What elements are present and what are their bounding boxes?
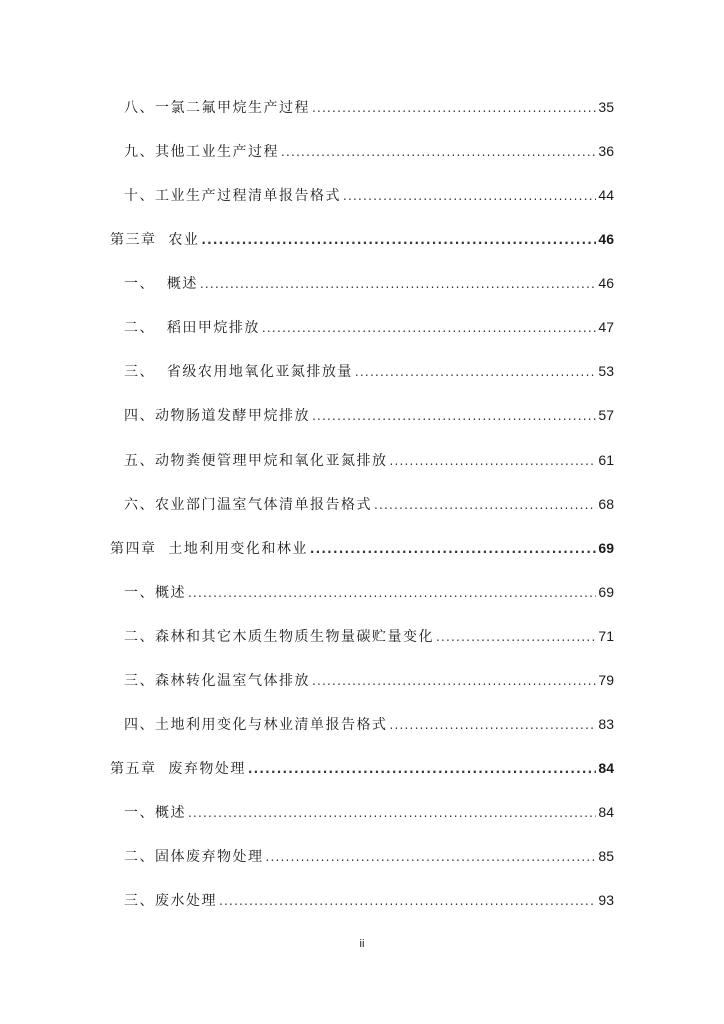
toc-entry-title: 八、一氯二氟甲烷生产过程 [124,100,310,116]
dot-leader [310,536,597,562]
toc-entry-page: 83 [598,716,614,732]
toc-chapter-page: 46 [598,231,614,247]
toc-entry-page: 69 [598,584,614,600]
toc-entry-page: 93 [598,892,614,908]
dot-leader [188,580,596,606]
toc-entry[interactable] [124,314,614,340]
toc-entry[interactable] [124,358,614,384]
toc-entry-title: 二、 稻田甲烷排放 [124,320,260,336]
toc-entry-page: 61 [598,452,614,468]
toc-chapter-page: 69 [598,540,614,556]
page-footer-number: ii [359,938,365,950]
toc-entry-title: 三、森林转化温室气体排放 [124,673,310,689]
toc-entry-page: 35 [598,99,614,115]
dot-leader [201,227,596,253]
toc-entry-title: 十、工业生产过程清单报告格式 [124,188,341,204]
toc-entry[interactable] [124,138,614,164]
toc-entry[interactable] [124,799,614,825]
toc-entry-title: 三、废水处理 [124,893,217,909]
toc-entry[interactable] [124,447,614,473]
toc-entry-page: 84 [598,804,614,820]
toc-entry[interactable] [124,623,614,649]
dot-leader [312,95,596,121]
toc-entry-page: 44 [598,187,614,203]
toc-entry-title: 一、概述 [124,585,186,601]
toc-entry-page: 79 [598,672,614,688]
toc-entry-title: 二、固体废弃物处理 [124,849,264,865]
toc-entry[interactable] [124,94,614,120]
toc-chapter-page: 84 [598,760,614,776]
toc-entry-title: 一、概述 [124,805,186,821]
toc-entry-title: 四、土地利用变化与林业清单报告格式 [124,717,388,733]
toc-entry[interactable] [124,667,614,693]
toc-entry-title: 六、农业部门温室气体清单报告格式 [124,497,372,513]
toc-entry[interactable] [124,711,614,737]
toc-chapter-entry[interactable] [110,755,614,781]
toc-chapter-entry[interactable] [110,535,614,561]
dot-leader [390,712,597,738]
dot-leader [262,315,597,341]
toc-chapter-title: 第五章 废弃物处理 [110,761,246,777]
toc-entry-title: 一、 概述 [124,276,198,292]
dot-leader [219,888,596,914]
toc-entry[interactable] [124,270,614,296]
toc-entry-title: 三、 省级农用地氧化亚氮排放量 [124,364,353,380]
toc-entry[interactable] [124,843,614,869]
dot-leader [343,183,596,209]
toc-entry-page: 68 [598,496,614,512]
toc-entry-page: 46 [598,275,614,291]
toc-entry-title: 二、森林和其它木质生物质生物量碳贮量变化 [124,629,434,645]
toc-entry-page: 53 [598,363,614,379]
toc-entry-page: 71 [598,628,614,644]
toc-entry-page: 47 [598,319,614,335]
toc-entry[interactable] [124,182,614,208]
toc-chapter-title: 第三章 农业 [110,232,200,248]
toc-chapter-title: 第四章 土地利用变化和林业 [110,541,308,557]
dot-leader [436,624,596,650]
toc-entry-page: 57 [598,407,614,423]
toc-entry-title: 五、动物粪便管理甲烷和氧化亚氮排放 [124,453,388,469]
toc-entry-page: 85 [598,848,614,864]
dot-leader [312,668,596,694]
toc-chapter-entry[interactable] [110,226,614,252]
dot-leader [188,800,596,826]
dot-leader [200,271,597,297]
toc-entry[interactable] [124,402,614,428]
toc-entry[interactable] [124,579,614,605]
dot-leader [248,756,597,782]
dot-leader [374,492,596,518]
toc-entry[interactable] [124,887,614,913]
dot-leader [390,448,597,474]
dot-leader [312,403,596,429]
toc-entry-title: 九、其他工业生产过程 [124,144,279,160]
dot-leader [355,359,597,385]
toc-entry-title: 四、动物肠道发酵甲烷排放 [124,408,310,424]
toc-entry[interactable] [124,491,614,517]
toc-entry-page: 36 [598,143,614,159]
dot-leader [281,139,596,165]
dot-leader [266,844,597,870]
